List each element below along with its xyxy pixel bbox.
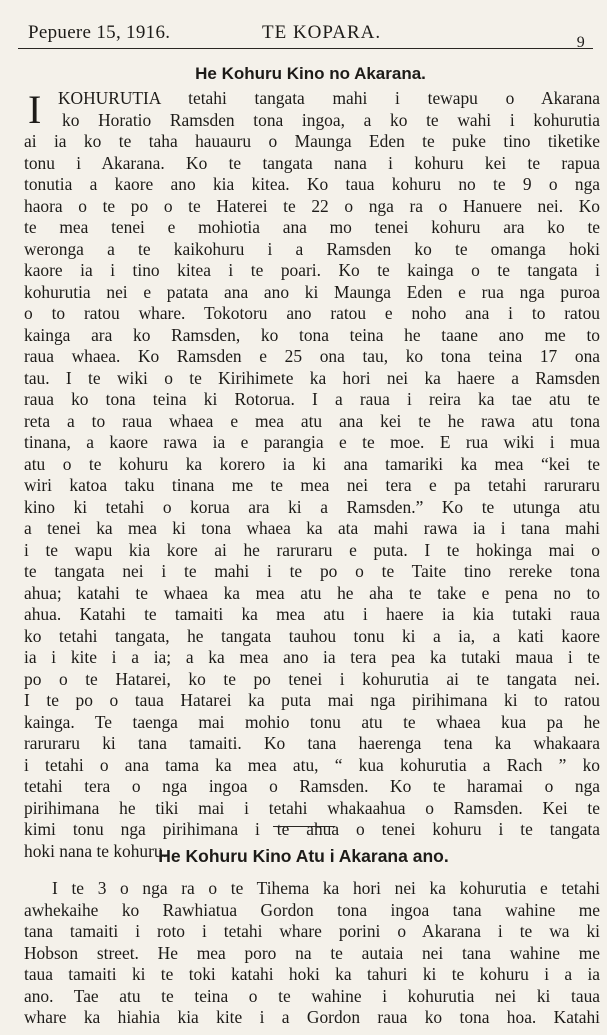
page-number: 9 — [576, 34, 585, 51]
drop-cap: I — [28, 87, 42, 132]
text-line: po o te Hatarei, ko te po tenei i kohurutia ai te tangata nei. — [24, 668, 600, 689]
text-line: ahua; katahi te whaea ka mea atu he aha te take e pena no to — [24, 582, 600, 603]
text-line: ko tetahi tangata, he tangata tauhou tonu ki a ia, a kati kaore — [24, 625, 600, 646]
text-line: te mea tenei e mohiotia ana mo tenei kohuru ara ko te — [24, 217, 600, 237]
text-line: ia i kite i a ia; a ka mea ano ia tera pea ka tutaki maua i te — [24, 647, 600, 667]
text-line: te tangata nei i te mahi i te po o te Taite tino rereke tona — [24, 561, 600, 581]
text-line: ano. Tae atu te teina o te wahine i kohurutia nei ki taua — [24, 985, 600, 1006]
text-line: ahua. Katahi te tamaiti ka mea atu i haere ia kia tutaki raua — [24, 604, 600, 624]
text-line: tinana, a kaore rawa ia e parangia e te moe. E rua wiki i mua — [24, 432, 600, 452]
article-2-heading: He Kohuru Kino Atu i Akarana ano. — [158, 846, 449, 866]
text-line: kino ki tetahi o korua ara ki a Ramsden.” Ko te utunga atu — [24, 496, 600, 517]
text-line: kainga ara ko Ramsden, ko tona teina he taane ano me to — [24, 324, 600, 345]
article-2-body — [24, 878, 600, 1029]
text-line: atu o te kohuru ka korero ia ki ana tamariki ka mea “kei te — [24, 453, 600, 474]
text-line: raua ko tona teina ki Rotorua. I a raua i reira ka tae atu te — [24, 389, 600, 409]
text-line: kimi tonu nga pirihimana i te ahua o tenei kohuru i te tangata — [24, 819, 600, 839]
text-line: awhekaihe ko Rawhiatua Gordon tona ingoa tana wahine me — [24, 899, 600, 920]
text-line: tau. I te wiki o te Kirihimete ka hori nei ka haere a Ramsden — [24, 367, 600, 388]
text-line: kohurutia nei e patata ana ano ki Maunga Eden e rua nga puroa — [24, 281, 600, 302]
issue-date: Pepuere 15, 1916. — [28, 22, 171, 43]
article-1-body — [24, 88, 600, 862]
text-line: tonu i Akarana. Ko te tangata nana i kohuru kei te rapua — [24, 152, 600, 173]
text-line: raua whaea. Ko Ramsden e 25 ona tau, ko tona teina 17 ona — [24, 346, 600, 366]
text-line: weronga a te kaikohuru i a Ramsden ko te omanga hoki — [24, 238, 600, 259]
running-head — [14, 4, 597, 51]
text-line: I te 3 o nga ra o te Tihema ka hori nei ka kohurutia e tetahi — [52, 878, 600, 898]
text-line: hoki nana te kohuru. — [24, 840, 167, 861]
text-line: taua tamaiti ki te toki katahi hoki ka tahuri ki te kohuru i a ia — [24, 964, 600, 984]
article-1-heading: He Kohuru Kino no Akarana. — [195, 64, 426, 83]
text-line: Hobson street. He mea poro na te autaia nei tana wahine me — [24, 942, 600, 963]
text-line: o to ratou whare. Tokotoru ano ratou e noho ana i to ratou — [24, 303, 600, 323]
text-line: whare ka hiahia kia kite i a Gordon raua ko tona hoa. Katahi — [24, 1007, 600, 1027]
article-separator — [273, 826, 335, 827]
text-line: kaore ia i tino kitea i te poari. Ko te kainga o te tangata i — [24, 260, 600, 280]
header-rule — [18, 48, 593, 49]
text-line: tonutia a kaore ano kia kitea. Ko taua kohuru no te 9 o nga — [24, 174, 600, 194]
text-line: I te po o taua Hatarei ka puta mai nga pirihimana ki to ratou — [24, 690, 600, 710]
text-line: pirihimana he tiki mai i tetahi whakaahua o Ramsden. Kei te — [24, 797, 600, 818]
text-line: i te wapu kia kore ai he raruraru e puta. I te hokinga mai o — [24, 539, 600, 560]
text-line: raruraru ki tana tamaiti. Ko tana haerenga tena ka whakaara — [24, 733, 600, 753]
text-line: haora o te po o te Haterei te 22 o nga ra o Hanuere nei. Ko — [24, 195, 600, 216]
text-line: a tenei ka mea ki tona whaea ka ata mahi rawa ia i tana mahi — [24, 518, 600, 538]
text-line: tana tamaiti i roto i tetahi whare porini o Akarana i te wa ki — [24, 921, 600, 941]
text-line: kainga. Te taenga mai mohio tonu atu te whaea kua pa he — [24, 711, 600, 732]
text-line: wiri katoa taku tinana me te mea nei tera e pa tetahi raruraru — [24, 475, 600, 495]
text-line: i tetahi o ana tama ka mea atu, “ kua kohurutia a Rach ” ko — [24, 754, 600, 775]
text-line: tetahi tera o nga ingoa o Ramsden. Ko te haramai o nga — [24, 776, 600, 796]
text-line: reta a to raua whaea e mea atu ana kei te he rawa atu tona — [24, 410, 600, 431]
text-line: ai ia ko te taha hauauru o Maunga Eden te puke tino tiketike — [24, 131, 600, 151]
text-line: ko Horatio Ramsden tona ingoa, a ko te wahi i kohurutia — [62, 109, 600, 130]
text-line: KOHURUTIA tetahi tangata mahi i tewapu o Akarana — [58, 88, 600, 108]
publication-title: TE KOPARA. — [262, 22, 382, 43]
